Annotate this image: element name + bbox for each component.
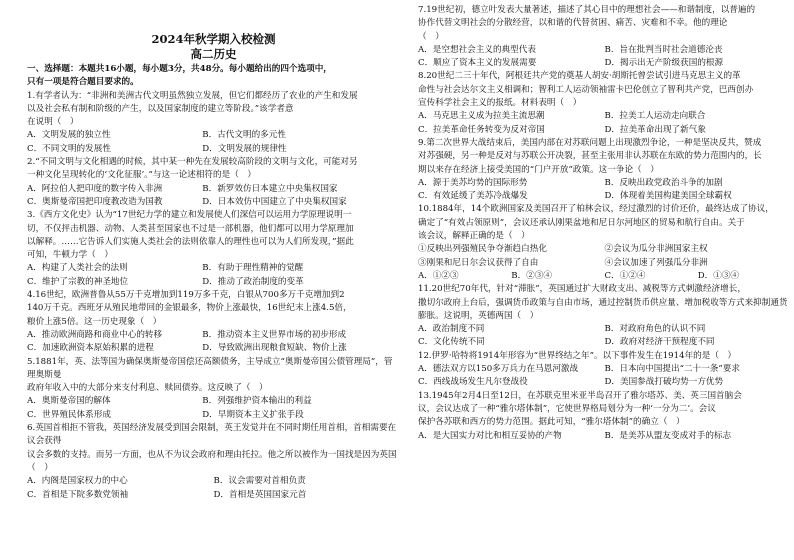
answer-option: D．拉美革命出现了新气象 — [604, 124, 706, 135]
answer-option: C．世界殖民体系形成 — [27, 409, 111, 420]
answer-option: C．拉美革命任务转变为反对帝国 — [418, 124, 545, 135]
left-column — [27, 4, 400, 502]
option-group — [418, 363, 791, 390]
option-group — [418, 177, 791, 204]
answer-option: A．内阁是国家权力的中心 — [27, 476, 128, 487]
answer-option: A．奥斯曼帝国的解体 — [27, 396, 111, 407]
section-heading-line1: 一、选择题：本题共16小题，每小题3分，共48分。每小题给出的四个选项中， — [27, 64, 332, 74]
question-stem-line: 膨胀。这说明，英德两国（ ） — [418, 310, 539, 321]
answer-option: A．源于美苏均势的国际形势 — [418, 177, 528, 188]
question-stem-line: 协作代替文明社会的分散经营，以和谐的代替贫困、痛苦、灾难和不幸。他的理论 — [418, 18, 728, 29]
answer-option: B．对政府角色的认识不同 — [604, 324, 706, 335]
question-block — [27, 209, 400, 289]
question-stem-line: 政府年收入中的大部分来支付利息、赎回债券。这反映了（ ） — [27, 383, 268, 394]
question-block — [27, 356, 400, 422]
question-stem-line: 宣传科学社会主义的报纸。材料表明（ ） — [418, 98, 582, 109]
right-questions — [418, 4, 791, 443]
answer-option: C．不同文明的发展性 — [27, 143, 111, 154]
option-group — [27, 183, 400, 210]
question-stem-line: 对苏强硬，另一种是反对与苏联公开决裂，甚至主张用非认苏联在东欧的势力范围内的，长 — [418, 151, 762, 162]
answer-option: B．拉美工人运动走向联合 — [604, 111, 706, 122]
answer-option: C．有效延缓了美苏冷战爆发 — [418, 191, 528, 202]
question-stem-line: 该会议，解释正确的是（ ） — [418, 231, 530, 242]
option-group — [418, 270, 791, 283]
answer-option: A．①②③ — [418, 270, 459, 281]
question-stem-line: （ ） — [27, 462, 53, 473]
answer-option: C．加速欧洲资本原始积累的进程 — [27, 343, 154, 354]
answer-option: D．政府对经济干预程度不同 — [604, 337, 715, 348]
answer-option: A．是空想社会主义的典型代表 — [418, 44, 536, 55]
question-stem-line: 可知，牛顿力学（ ） — [27, 250, 113, 261]
left-questions — [27, 90, 400, 502]
answer-option: ④会议加速了列强瓜分非洲 — [604, 257, 708, 268]
answer-option: A．是大国实力对比和相互妥协的产物 — [418, 430, 562, 441]
answer-option: C．首相是下院多数党领袖 — [27, 489, 129, 500]
question-stem-line: 在说明（ ） — [27, 117, 79, 128]
question-block — [418, 137, 791, 203]
question-stem-line: 议会多数的支持。而另一方面，也从不为议会政府和理由托拉。他之所以被作为一国找是因为英国 — [27, 449, 397, 460]
question-stem-line: 切，不仅抨击机器、动物、人类甚至国家也不过是一部机器，他们都可以用力学原理加 — [27, 223, 354, 234]
answer-option: B．议会需要对首相负责 — [213, 476, 306, 487]
option-group — [418, 430, 791, 443]
question-stem-line: 期以来存在经济上接受美国的“门户开放”政策。这一争论（ ） — [418, 164, 659, 175]
answer-option: C．西线战场发生凡尔登战役 — [418, 377, 528, 388]
option-group — [27, 475, 400, 502]
question-stem-line: 3.《西方文化史》认为“17世纪力学的建立和发展使人们深信可以运用力学原理说明一 — [27, 210, 352, 221]
option-group — [27, 329, 400, 356]
question-stem-line: 13.1945年2月4日至12日，在苏联克里米亚半岛召开了雅尔塔苏、美、英三国首脑会 — [418, 390, 742, 401]
answer-option: D．推动了政治制度的变革 — [202, 276, 304, 287]
answer-option: D．体现着美国构建美国全球霸权 — [604, 191, 732, 202]
answer-option: B．新罗效仿日本建立中央集权国家 — [202, 183, 338, 194]
question-block — [418, 70, 791, 136]
answer-option: D．①③④ — [697, 270, 740, 281]
answer-option: D．首相是英国国家元首 — [213, 489, 307, 500]
answer-option: B．日本向中国提出“二十一条”要求 — [604, 364, 740, 375]
answer-option: ②会议为瓜分非洲国家主权 — [604, 244, 708, 255]
option-group — [418, 243, 791, 270]
question-stem-line: 一种文化呈现转化的‘文化征服’。”与这一论述相符的是（ ） — [27, 170, 256, 181]
question-block — [418, 390, 791, 443]
answer-option: D．文明发展的规律性 — [202, 143, 287, 154]
exam-title: 2024年秋学期入校检测 — [151, 32, 276, 46]
question-stem-line: 5.1881年，英、法等国为确保奥斯曼帝国偿还高额债务，主导成立“奥斯曼帝国公债管理局”，管理奥斯曼 — [27, 356, 393, 380]
question-stem-line: 粮价上涨5倍。这一历史现象（ ） — [27, 316, 162, 327]
question-stem-line: 9.第二次世界大战结束后，美国内部在对苏联问题上出现激烈争论，一种是坚决反共，赞成 — [418, 137, 762, 148]
answer-option: B．列强维护资本输出的利益 — [202, 396, 312, 407]
answer-option: B．旨在批判当时社会道德沦丧 — [604, 44, 723, 55]
answer-option: ③刚果和尼日尔会议获得了自由 — [418, 257, 539, 268]
answer-option: D．导致欧洲出现粮食短缺、物价上涨 — [202, 343, 347, 354]
section-heading-line2: 只有一项是符合题目要求的。 — [27, 77, 139, 88]
question-stem-line: 2.“不同文明与文化相遇的时候，其中某一种先在发展较高阶段的文明与文化，可能对另 — [27, 157, 358, 168]
answer-option: B．有助于理性精神的觉醒 — [202, 263, 304, 274]
question-block — [418, 203, 791, 269]
answer-option: C．维护了宗教的神圣地位 — [27, 276, 129, 287]
question-stem-line: 11.20世纪70年代，针对“滞胀”，英国通过扩大财政支出、减税等方式刺激经济增长， — [418, 284, 746, 295]
answer-option: ①反映出列强殖民争夺渐趋白热化 — [418, 244, 547, 255]
question-block — [418, 283, 791, 349]
question-block — [27, 90, 400, 156]
exam-subject: 高二历史 — [190, 47, 237, 61]
option-group — [27, 129, 400, 156]
answer-option: C．顺应了资本主义的发展需要 — [418, 58, 537, 69]
question-stem-line: 命性与社会达尔文主义相调和；智利工人运动领袖雷卡巴伦创立了智利共产党，巴西创办 — [418, 84, 754, 95]
question-block — [27, 422, 400, 502]
answer-option: C．奥斯曼帝国把印度教改造为国教 — [27, 196, 163, 207]
answer-option: B．反映出政党政治斗争的加剧 — [604, 177, 723, 188]
question-block — [418, 270, 791, 283]
answer-option: D．揭示出无产阶级获国的根源 — [604, 58, 724, 69]
question-stem-line: 6.英国首相拒不管我，英国经济发展受到国会限制，英王发觉并在不同时期任用首相，首相需要在议会获得 — [27, 423, 397, 447]
question-stem-line: 8.20世纪二三十年代，阿根廷共产党的奠基人胡安·胡斯托曾尝试引进马克思主义的革 — [418, 71, 741, 82]
answer-option: A．阿拉伯人把印度的数字传入非洲 — [27, 183, 163, 194]
answer-option: B．推动资本主义世界市场的初步形成 — [202, 329, 347, 340]
question-stem-line: 以解释。……它告诉人们实施人类社会的法则依靠人的理性也可以为人们所发现，”据此 — [27, 236, 354, 247]
answer-option: A．德法双方以150多万兵力在马恩河激战 — [418, 364, 579, 375]
answer-option: A．政治制度不同 — [418, 324, 485, 335]
answer-option: D．美国参战打破均势一方优势 — [604, 377, 724, 388]
question-stem-line: 议，会议达成了一种“雅尔塔体制”，它使世界格局划分为一种‘一分为二’。会议 — [418, 403, 716, 414]
question-stem-line: （ ） — [418, 31, 444, 42]
answer-option: A．马克思主义成为拉美主流思潮 — [418, 111, 545, 122]
question-stem-line: 10.1884年，14个欧洲国家及美国召开了柏林会议，经过激烈的讨价还价，最终达成了协议， — [418, 204, 774, 215]
answer-option: D．早期资本主义扩张手段 — [202, 409, 304, 420]
question-block — [418, 350, 791, 390]
question-stem-line: 12.伊罗·哈特将1914年形容为“世界终结之年”。以下事件发生在1914年的是（ ） — [418, 350, 737, 361]
option-group — [418, 44, 791, 71]
answer-option: C．文化传统不同 — [418, 337, 485, 348]
question-stem-line: 4.16世纪，欧洲普鲁从55万千克增加到119万多千克，白银从700多万千克增加到2 — [27, 290, 345, 301]
answer-option: B．②③④ — [511, 270, 552, 281]
option-group — [418, 323, 791, 350]
question-stem-line: 保护各苏联和西方的势力范围。据此可知，“雅尔塔体制”的确立（ ） — [418, 417, 685, 428]
answer-option: C．①②④ — [604, 270, 646, 281]
option-group — [418, 110, 791, 137]
question-stem-line: 撒切尔政府上台后，强调货币政策与自由市场，通过控制货币供应量、增加税收等方式来抑制通货 — [418, 297, 788, 308]
answer-option: B．古代文明的多元性 — [202, 130, 286, 141]
question-stem-line: 140万千克。西班牙从殖民地带回的金银最多，物价上涨最快，16世纪末上涨4.5倍， — [27, 303, 352, 314]
question-stem-line: 7.19世纪初，德立叶发表大量著述，描述了其心目中的理想社会——和谐制度，以普遍的 — [418, 5, 756, 15]
right-column — [418, 4, 791, 443]
answer-option: D．日本效仿中国建立了中央集权国家 — [202, 196, 347, 207]
option-group — [27, 395, 400, 422]
question-block — [418, 4, 791, 70]
question-stem-line: 以及社会私有制和阶级的产生，以及国家制度的建立等阶段。”该学者意 — [27, 103, 294, 114]
option-group — [27, 262, 400, 289]
question-stem-line: 1.有学者认为：“非洲和美洲古代文明虽然独立发展，但它们都经历了农业的产生和发展 — [27, 90, 358, 101]
answer-option: A．推动欧洲商路和商业中心的转移 — [27, 329, 163, 340]
answer-option: A．文明发展的独立性 — [27, 130, 111, 141]
question-stem-line: 确定了“有效占领原则”，会议还承认刚果盆地和尼日尔河地区的贸易和航行自由。关于 — [418, 217, 745, 228]
question-block — [27, 289, 400, 355]
answer-option: B．是美苏从盟友变成对手的标志 — [604, 430, 732, 441]
question-block — [27, 156, 400, 209]
answer-option: A．构建了人类社会的法则 — [27, 263, 128, 274]
